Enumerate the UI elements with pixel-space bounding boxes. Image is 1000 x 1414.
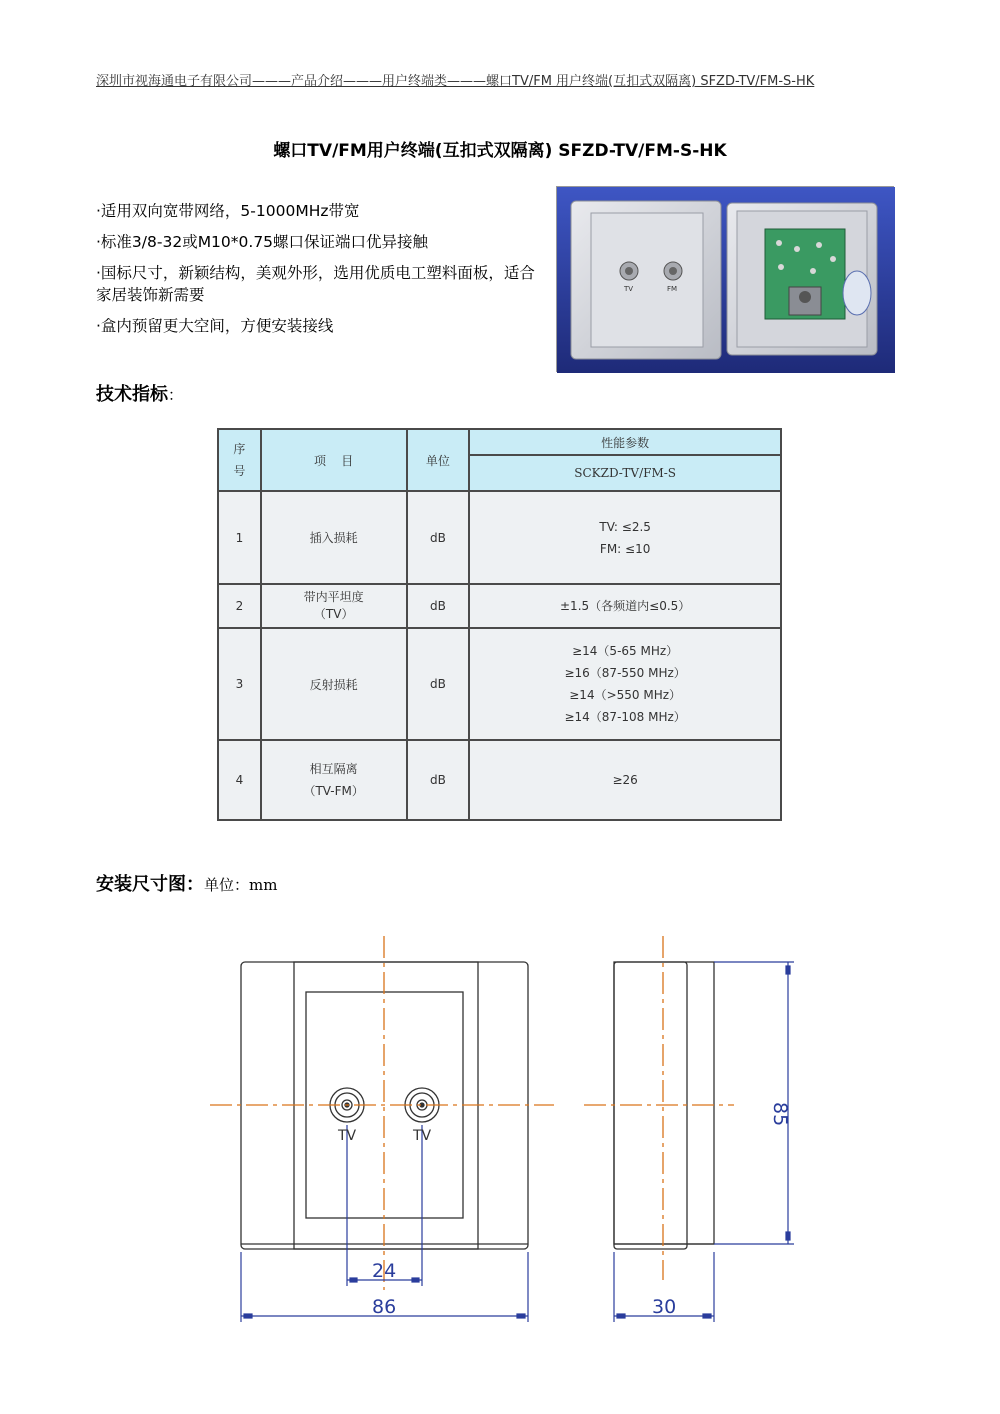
feature-list (96, 200, 541, 346)
row-value: ±1.5（各频道内≤0.5） (560, 599, 691, 613)
table-row (218, 740, 781, 820)
feature-item: ·适用双向宽带网络，5-1000MHz带宽 (96, 202, 360, 220)
row-unit: dB (407, 628, 470, 740)
header-unit: 单位 (407, 429, 470, 491)
table-row (218, 628, 781, 740)
port-label-right: TV (413, 1128, 432, 1144)
dim-spacing-label: 24 (372, 1260, 397, 1282)
port-label-left: TV (338, 1128, 357, 1144)
product-photo (556, 186, 894, 372)
row-value: FM: ≤10 (599, 541, 651, 556)
row-no: 3 (218, 628, 261, 740)
table-row (218, 491, 781, 584)
header-no: 序号 (218, 429, 261, 491)
dimension-lines (241, 962, 794, 1322)
feature-item: ·盒内预留更大空间，方便安装接线 (96, 317, 334, 335)
spec-table (217, 428, 782, 821)
feature-item: ·标准3/8-32或M10*0.75螺口保证端口优异接触 (96, 233, 429, 251)
row-no: 1 (218, 491, 261, 584)
install-unit-note: 单位：mm (204, 876, 278, 894)
row-value: ≥14（87-108 MHz） (564, 710, 686, 724)
document-title: 螺口TV/FM用户终端(互扣式双隔离) SFZD-TV/FM-S-HK (273, 141, 727, 161)
dimension-drawing (200, 930, 820, 1330)
row-unit: dB (407, 740, 470, 820)
install-title-text: 安装尺寸图： (96, 874, 204, 895)
row-unit: dB (407, 584, 470, 628)
row-values (469, 740, 781, 820)
row-values (469, 491, 781, 584)
row-value: TV: ≤2.5 (599, 519, 651, 534)
row-unit: dB (407, 491, 470, 584)
row-item: 反射损耗 (261, 628, 407, 740)
row-value: ≥16（87-550 MHz） (564, 666, 686, 680)
header-item: 项 目 (261, 429, 407, 491)
header-perf: 性能参数 (469, 429, 781, 455)
spec-title-text: 技术指标 (96, 384, 168, 405)
feature-item: ·国标尺寸，新颖结构，美观外形，选用优质电工塑料面板，适合家居装饰新需要 (96, 264, 535, 304)
center-lines (210, 936, 734, 1290)
dim-width-label: 86 (372, 1296, 397, 1318)
side-depth-outline (614, 962, 714, 1244)
install-section-title (96, 870, 277, 896)
dim-depth-label: 30 (652, 1296, 677, 1318)
row-value: ≥14（5-65 MHz） (572, 644, 679, 658)
row-values (469, 628, 781, 740)
photo-label-tv: TV (624, 285, 634, 293)
table-row (218, 584, 781, 628)
row-item: 带内平坦度（TV） (261, 584, 407, 628)
row-value: ≥26 (612, 773, 638, 787)
header-model: SCKZD-TV/FM-S (469, 455, 781, 491)
photo-label-fm: FM (667, 285, 678, 293)
row-no: 4 (218, 740, 261, 820)
row-values (469, 584, 781, 628)
spec-section-title (96, 380, 183, 406)
row-value: ≥14（>550 MHz） (569, 688, 682, 702)
spec-title-colon: ： (168, 386, 184, 404)
row-item: 相互隔离（TV-FM） (261, 740, 407, 820)
page-header: 深圳市视海通电子有限公司———产品介绍———用户终端类———螺口TV/FM 用户终端(互扣式双隔离) SFZD-TV/FM-S-HK (96, 74, 815, 89)
dim-height-label: 85 (769, 1102, 791, 1127)
row-item: 插入损耗 (261, 491, 407, 584)
row-no: 2 (218, 584, 261, 628)
